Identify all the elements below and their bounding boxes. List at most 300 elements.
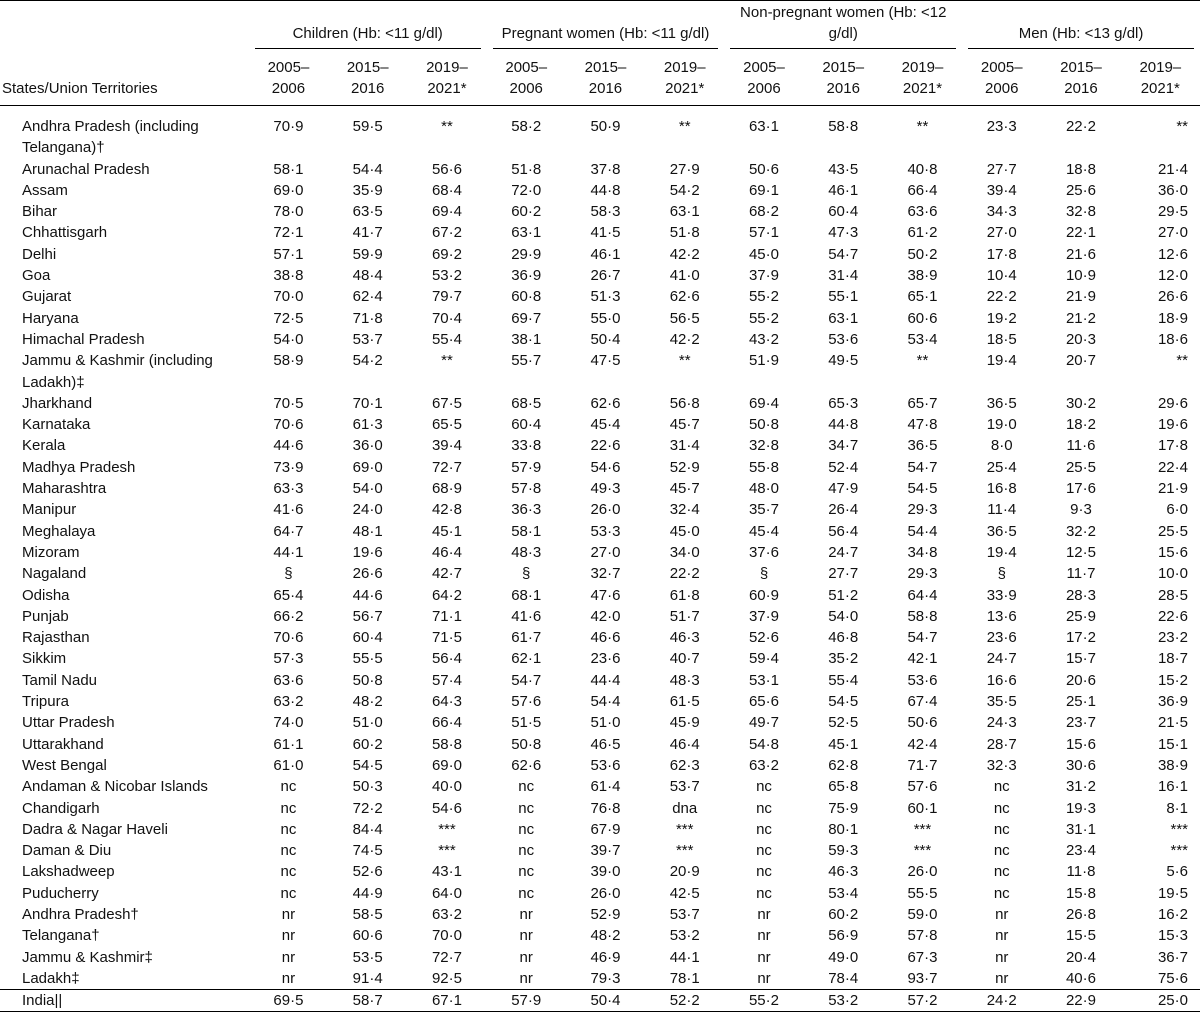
table-row [0, 990, 1200, 1012]
state-name-cell [0, 308, 249, 329]
value-cell: 26·0 [907, 863, 938, 881]
table-row [0, 819, 1200, 840]
state-name-cell [0, 499, 249, 520]
state-name: Jammu & Kashmir‡ [22, 948, 153, 966]
state-name-cell [0, 861, 249, 882]
state-name-cell [0, 435, 249, 456]
value-cell: 49·0 [828, 948, 859, 966]
value-cell: 49·5 [828, 352, 859, 370]
state-name: Himachal Pradesh [22, 330, 145, 348]
value-cell: 42·7 [431, 565, 462, 583]
value-cell: 40·0 [431, 778, 462, 796]
value-cell: 31·1 [1065, 820, 1096, 838]
state-name-cell [0, 201, 249, 222]
value-cell: 58·1 [273, 160, 304, 178]
value-cell: nr [281, 905, 296, 923]
value-cell: nc [993, 842, 1010, 860]
value-cell: 69·2 [431, 245, 462, 263]
value-cell: 45·1 [828, 735, 859, 753]
value-cell: nr [519, 948, 533, 966]
value-cell: 39·0 [590, 863, 621, 881]
table-row [0, 457, 1200, 478]
value-cell: nc [993, 884, 1010, 902]
value-cell: nc [280, 842, 297, 860]
value-cell: 52·6 [748, 629, 779, 647]
value-cell: nc [756, 842, 772, 860]
table-row [0, 648, 1200, 669]
value-cell: 57·9 [511, 458, 542, 476]
state-name: Assam [22, 181, 68, 199]
value-cell: 60·4 [511, 416, 542, 434]
value-cell: 54·0 [828, 607, 859, 625]
value-cell: 47·6 [590, 586, 621, 604]
value-cell: 56·8 [669, 394, 700, 412]
value-cell: 44·4 [590, 671, 621, 689]
value-cell: 68·5 [511, 394, 542, 412]
state-name: Puducherry [22, 884, 99, 902]
value-cell: 46·1 [828, 181, 859, 199]
value-cell: 25·6 [1065, 181, 1096, 199]
value-cell: 55·5 [907, 884, 938, 902]
value-cell: 72·5 [273, 309, 304, 327]
value-cell: 69·4 [431, 203, 462, 221]
value-cell: 93·7 [907, 969, 938, 987]
value-cell: 63·1 [748, 118, 779, 135]
value-cell: 27·0 [986, 224, 1017, 242]
group-header-men: Men (Hb: <13 g/dl) [962, 1, 1200, 52]
state-name: Manipur [22, 501, 77, 519]
value-cell: 38·1 [511, 330, 542, 348]
value-cell: 53·6 [590, 756, 621, 774]
value-cell: 55·8 [748, 458, 779, 476]
value-cell: 50·6 [907, 714, 938, 732]
state-name: Sikkim [22, 650, 67, 668]
value-cell: 39·4 [986, 181, 1017, 199]
value-cell: 51·3 [590, 288, 621, 306]
value-cell: ** [441, 352, 453, 370]
value-cell: 56·4 [828, 522, 859, 540]
value-cell: 36·7 [1157, 948, 1188, 966]
value-cell: 67·4 [907, 693, 938, 711]
value-cell: 37·9 [748, 267, 779, 285]
value-cell: 26·0 [590, 501, 621, 519]
value-cell: 29·3 [907, 501, 938, 519]
value-cell: 24·3 [986, 714, 1017, 732]
value-cell: 15·3 [1157, 927, 1188, 945]
state-name-cell [0, 648, 249, 669]
value-cell: 55·4 [828, 671, 859, 689]
value-cell: 48·2 [590, 927, 621, 945]
value-cell: 59·0 [907, 905, 938, 923]
value-cell: 60·8 [511, 288, 542, 306]
value-cell: 21·4 [1157, 160, 1188, 178]
value-cell: 52·9 [590, 905, 621, 923]
value-cell: 68·1 [511, 586, 542, 604]
value-cell: 64·2 [431, 586, 462, 604]
state-name: Lakshadweep [22, 863, 115, 881]
value-cell: 48·1 [352, 522, 383, 540]
value-cell: 36·5 [986, 394, 1017, 412]
value-cell: 57·8 [511, 480, 542, 498]
value-cell: 49·3 [590, 480, 621, 498]
value-cell: 45·0 [748, 245, 779, 263]
value-cell: 79·3 [590, 969, 621, 987]
value-cell: 20·3 [1065, 330, 1096, 348]
value-cell: 68·9 [431, 480, 462, 498]
value-cell: 50·9 [590, 118, 621, 135]
value-cell: 42·0 [590, 607, 621, 625]
state-name-cell [0, 180, 249, 201]
value-cell: 18·8 [1065, 160, 1096, 178]
state-name-cell [0, 904, 249, 925]
value-cell: 69·1 [748, 181, 779, 199]
value-cell: 32·8 [1065, 203, 1096, 221]
state-name: Jammu & Kashmir (including Ladakh)‡ [22, 352, 213, 391]
value-cell: 17·2 [1065, 629, 1096, 647]
value-cell: 36·0 [1157, 181, 1188, 199]
state-name-cell [0, 244, 249, 265]
table-row [0, 499, 1200, 520]
value-cell: 47·8 [907, 416, 938, 434]
value-cell: 57·9 [487, 990, 566, 1012]
value-cell: 34·0 [669, 543, 700, 561]
value-cell: 17·6 [1065, 480, 1096, 498]
value-cell: 17·8 [1157, 437, 1188, 455]
value-cell: 57·1 [273, 245, 304, 263]
value-cell: 35·9 [352, 181, 383, 199]
value-cell: 9·3 [1070, 501, 1092, 519]
value-cell: ** [916, 352, 929, 370]
value-cell: 16·6 [986, 671, 1017, 689]
value-cell: 15·6 [1065, 735, 1096, 753]
value-cell: 69·7 [511, 309, 542, 327]
year-header-row [0, 51, 1200, 106]
value-cell: 50·8 [352, 671, 383, 689]
value-cell: 16·8 [986, 480, 1017, 498]
value-cell: ** [678, 118, 691, 135]
value-cell: 54·2 [352, 352, 383, 370]
value-cell: 48·3 [669, 671, 700, 689]
value-cell: 42·8 [431, 501, 462, 519]
value-cell: 36·0 [352, 437, 383, 455]
value-cell: 34·7 [828, 437, 859, 455]
value-cell: 53·7 [669, 778, 700, 796]
value-cell: 53·7 [352, 330, 383, 348]
state-name-cell [0, 563, 249, 584]
value-cell: 60·2 [352, 735, 383, 753]
value-cell: 62·4 [352, 288, 383, 306]
value-cell: 72·2 [352, 799, 383, 817]
state-name-cell [0, 712, 249, 733]
state-name: Punjab [22, 607, 69, 625]
table-row [0, 265, 1200, 286]
value-cell: 63·6 [273, 671, 304, 689]
value-cell: 56·9 [828, 927, 859, 945]
value-cell: 41·5 [590, 224, 621, 242]
value-cell: 19·0 [986, 416, 1017, 434]
value-cell: 58·8 [431, 735, 462, 753]
value-cell: 70·0 [431, 927, 462, 945]
value-cell: 56·4 [431, 650, 462, 668]
value-cell: 19·2 [986, 309, 1017, 327]
value-cell: 16·1 [1157, 778, 1188, 796]
value-cell: 60·4 [352, 629, 383, 647]
value-cell: 46·5 [590, 735, 621, 753]
value-cell: 10·0 [1157, 565, 1188, 583]
value-cell: 62·8 [828, 756, 859, 774]
value-cell: 76·8 [590, 799, 621, 817]
value-cell: 51·8 [669, 224, 700, 242]
value-cell: 45·9 [669, 714, 700, 732]
value-cell: 25·0 [1121, 990, 1200, 1012]
state-name: West Bengal [22, 756, 107, 774]
state-name: Kerala [22, 437, 66, 455]
value-cell: 84·4 [352, 820, 383, 838]
value-cell: 30·6 [1065, 756, 1096, 774]
value-cell: 18·7 [1157, 650, 1188, 668]
value-cell: 59·3 [828, 842, 859, 860]
value-cell: 11·8 [1066, 863, 1096, 881]
table-body [0, 106, 1200, 1012]
value-cell: *** [438, 820, 456, 838]
value-cell: 57·1 [748, 224, 779, 242]
value-cell: 80·1 [828, 820, 859, 838]
value-cell: 54·5 [828, 693, 859, 711]
table-row [0, 904, 1200, 925]
value-cell: 35·2 [828, 650, 859, 668]
value-cell: 44·8 [828, 416, 859, 434]
value-cell: nc [993, 799, 1010, 817]
value-cell: 72·7 [431, 458, 462, 476]
table-row [0, 222, 1200, 243]
value-cell: 36·5 [907, 437, 938, 455]
value-cell: 42·2 [669, 245, 700, 263]
state-name: Andhra Pradesh (including Telangana)† [22, 118, 199, 157]
value-cell: 28·3 [1065, 586, 1096, 604]
state-name: Odisha [22, 586, 70, 604]
value-cell: 34·3 [986, 203, 1017, 221]
state-name: Arunachal Pradesh [22, 160, 150, 178]
value-cell: 92·5 [431, 969, 462, 987]
value-cell: 44·9 [352, 884, 383, 902]
value-cell: 54·8 [748, 735, 779, 753]
table-row [0, 840, 1200, 861]
value-cell: 64·0 [431, 884, 462, 902]
value-cell: 45·4 [748, 522, 779, 540]
value-cell: 49·7 [748, 714, 779, 732]
value-cell: 44·6 [352, 586, 383, 604]
value-cell: 26·0 [590, 884, 621, 902]
table-row [0, 968, 1200, 990]
value-cell: 46·3 [669, 629, 700, 647]
value-cell: nc [280, 884, 297, 902]
table-row [0, 776, 1200, 797]
value-cell: 63·5 [352, 203, 383, 221]
value-cell: 71·1 [431, 607, 462, 625]
value-cell: 48·0 [748, 480, 779, 498]
value-cell: 21·9 [1157, 480, 1188, 498]
value-cell: 23·3 [986, 118, 1017, 135]
value-cell: 53·3 [590, 522, 621, 540]
year-header: 2019–2021* [1121, 51, 1200, 106]
value-cell: 67·9 [590, 820, 621, 838]
value-cell: 20·7 [1065, 352, 1096, 370]
year-header: 2005–2006 [487, 51, 566, 106]
value-cell: 58·7 [328, 990, 407, 1012]
value-cell: 63·3 [273, 480, 304, 498]
value-cell: 60·6 [352, 927, 383, 945]
value-cell: 55·7 [511, 352, 542, 370]
value-cell: 57·8 [907, 927, 938, 945]
value-cell: 20·6 [1065, 671, 1096, 689]
value-cell: 50·8 [748, 416, 779, 434]
value-cell: 74·5 [352, 842, 383, 860]
value-cell: 19·4 [986, 352, 1017, 370]
value-cell: nr [519, 905, 533, 923]
value-cell: 69·0 [431, 756, 462, 774]
value-cell: 26·4 [828, 501, 859, 519]
value-cell: 54·7 [907, 458, 938, 476]
state-name-cell [0, 159, 249, 180]
state-name-cell [0, 755, 249, 776]
value-cell: 32·2 [1065, 522, 1096, 540]
value-cell: 52·2 [645, 990, 724, 1012]
value-cell: 91·4 [352, 969, 383, 987]
value-cell: 46·4 [431, 543, 462, 561]
value-cell: nr [281, 948, 296, 966]
state-name-cell [0, 350, 249, 393]
value-cell: 55·2 [724, 990, 803, 1012]
value-cell: 67·1 [407, 990, 486, 1012]
state-name: Tripura [22, 693, 69, 711]
value-cell: 12·0 [1157, 267, 1188, 285]
value-cell: 18·5 [986, 330, 1017, 348]
value-cell: 65·3 [828, 394, 859, 412]
value-cell: 69·0 [273, 181, 304, 199]
table-row [0, 861, 1200, 882]
table-row [0, 627, 1200, 648]
value-cell: 61·0 [273, 756, 304, 774]
value-cell: 47·9 [828, 480, 859, 498]
value-cell: 13·6 [986, 607, 1017, 625]
value-cell: nc [756, 778, 772, 796]
value-cell: 67·5 [431, 394, 462, 412]
value-cell: 47·3 [828, 224, 859, 242]
value-cell: 57·3 [273, 650, 304, 668]
value-cell: 6·0 [1166, 501, 1188, 519]
value-cell: 11·4 [987, 501, 1017, 519]
value-cell: 70·0 [273, 288, 304, 306]
value-cell: 51·5 [511, 714, 542, 732]
value-cell: 54·4 [907, 522, 938, 540]
value-cell: ** [678, 352, 691, 370]
table-row [0, 159, 1200, 180]
value-cell: 44·6 [273, 437, 304, 455]
value-cell: 46·4 [669, 735, 700, 753]
state-name: Rajasthan [22, 629, 90, 647]
value-cell: 40·6 [1065, 969, 1096, 987]
value-cell: 68·2 [748, 203, 779, 221]
year-header: 2005–2006 [962, 51, 1041, 106]
value-cell: 72·7 [431, 948, 462, 966]
value-cell: 25·4 [986, 458, 1017, 476]
value-cell: 45·7 [669, 480, 700, 498]
value-cell: 36·3 [511, 501, 542, 519]
value-cell: *** [1170, 820, 1188, 838]
value-cell: 54·5 [907, 480, 938, 498]
value-cell: 41·6 [273, 501, 304, 519]
value-cell: nc [756, 820, 772, 838]
value-cell: nc [993, 820, 1010, 838]
value-cell: 64·3 [431, 693, 462, 711]
state-name: Gujarat [22, 288, 72, 306]
value-cell: 32·8 [748, 437, 779, 455]
value-cell: 43·1 [431, 863, 462, 881]
value-cell: 26·7 [590, 267, 621, 285]
value-cell: 22·2 [669, 565, 700, 583]
value-cell: nr [519, 969, 533, 987]
state-name-cell [0, 734, 249, 755]
value-cell: 51·9 [748, 352, 779, 370]
value-cell: 28·5 [1157, 586, 1188, 604]
state-name-cell [0, 606, 249, 627]
value-cell: 61·1 [273, 735, 304, 753]
value-cell: 62·1 [511, 650, 542, 668]
value-cell: 15·1 [1157, 735, 1188, 753]
value-cell: 57·2 [883, 990, 962, 1012]
state-name-cell [0, 457, 249, 478]
value-cell: 29·3 [907, 565, 938, 583]
value-cell: nr [757, 948, 771, 966]
value-cell: 54·6 [590, 458, 621, 476]
table-row [0, 435, 1200, 456]
table-row [0, 670, 1200, 691]
value-cell: 37·9 [748, 607, 779, 625]
value-cell: 18·2 [1065, 416, 1096, 434]
value-cell: 57·6 [907, 778, 938, 796]
value-cell: 35·5 [986, 693, 1017, 711]
value-cell: 33·9 [986, 586, 1017, 604]
value-cell: 45·1 [431, 522, 462, 540]
value-cell: 19·5 [1157, 884, 1188, 902]
value-cell: 62·6 [669, 288, 700, 306]
state-name-cell [0, 840, 249, 861]
table-row [0, 414, 1200, 435]
value-cell: 18·6 [1157, 330, 1188, 348]
value-cell: 78·1 [669, 969, 700, 987]
value-cell: 20·9 [669, 863, 700, 881]
value-cell: 50·4 [590, 330, 621, 348]
value-cell: 72·1 [273, 224, 304, 242]
value-cell: 24·0 [352, 501, 383, 519]
value-cell: 51·7 [669, 607, 700, 625]
state-name: Karnataka [22, 416, 91, 434]
value-cell: 54·4 [352, 160, 383, 178]
value-cell: 48·3 [511, 543, 542, 561]
value-cell: 75·9 [828, 799, 859, 817]
value-cell: 58·3 [590, 203, 621, 221]
value-cell: 45·0 [669, 522, 700, 540]
table-row [0, 755, 1200, 776]
value-cell: nr [995, 905, 1009, 923]
state-name-cell [0, 414, 249, 435]
value-cell: 60·2 [511, 203, 542, 221]
state-name-cell [0, 947, 249, 968]
value-cell: 40·7 [669, 650, 700, 668]
value-cell: 22·1 [1065, 224, 1096, 242]
value-cell: 21·9 [1065, 288, 1096, 306]
value-cell: 55·5 [352, 650, 383, 668]
